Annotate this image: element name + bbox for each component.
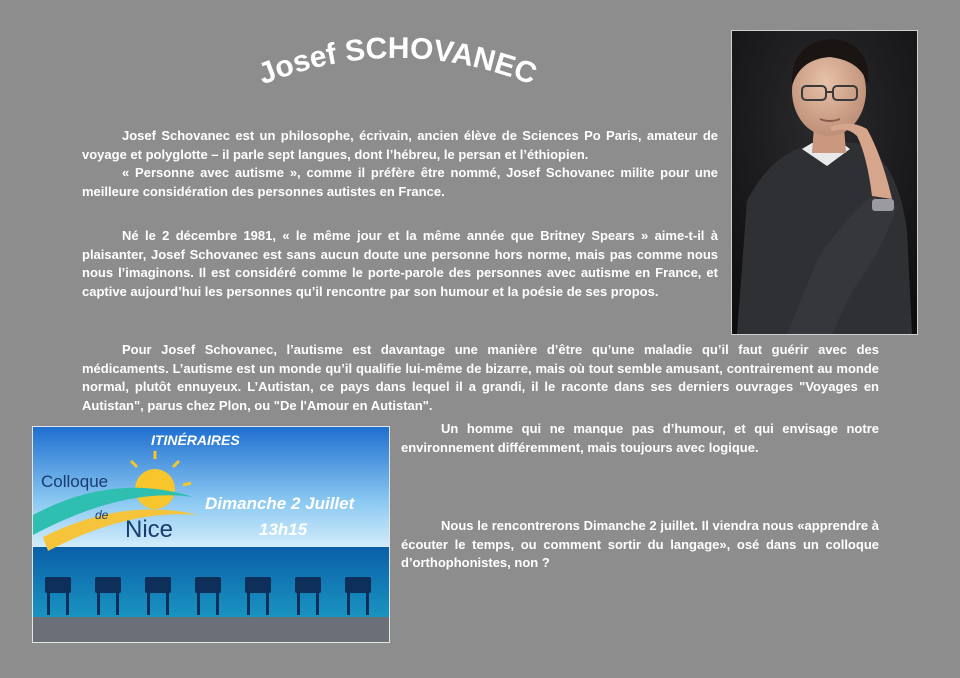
paragraph-birth: Né le 2 décembre 1981, « le même jour et la même année que Britney Spears » aime-t-il à plaisanter, Josef Schovanec est sans aucun doute une personne hors norme, mais pas comme nous nous l’imaginons. Il est considéré comme le porte-parole des personnes avec autisme en France, et captive aujourd’hui les personnes qu’il rencontre par son humour et la poésie de ses propos. <box>82 228 718 299</box>
poster-illustration <box>33 427 389 642</box>
paragraph-intro: Josef Schovanec est un philosophe, écrivain, ancien élève de Sciences Po Paris, amateur de voyage et polyglotte – il parle sept langues, dont l’hébreu, le persan et l’éthiopien. <box>82 128 718 162</box>
poster-time: 13h15 <box>259 520 308 539</box>
poster-heading: ITINÉRAIRES <box>151 432 240 448</box>
title-text: Josef SCHOVANEC <box>253 31 541 92</box>
poster-date: Dimanche 2 Juillet <box>205 494 355 513</box>
paragraph-autism: « Personne avec autisme », comme il préfère être nommé, Josef Schovanec milite pour une meilleure considération des personnes autistes en France. <box>82 165 718 199</box>
page-title <box>240 28 550 98</box>
title-arc <box>240 28 550 98</box>
portrait-photo <box>731 30 918 335</box>
poster-word-de: de <box>95 508 109 522</box>
svg-text:Josef SCHOVANEC <box>254 32 541 91</box>
poster-word-nice: Nice <box>125 516 174 543</box>
paragraph-humour: Un homme qui ne manque pas d’humour, et qui envisage notre environnement différemment, mais toujours avec logique. <box>401 421 879 455</box>
portrait-illustration <box>732 31 917 334</box>
event-poster <box>32 426 390 643</box>
poster-word-colloque: Colloque <box>41 472 109 491</box>
paragraph-vision: Pour Josef Schovanec, l’autisme est davantage une manière d’être qu’une maladie qu’il faut guérir avec des médicaments. L’autisme est un monde qu’il qualifie lui-même de bizarre, mais où tout semble amusant, contrairement au monde normal, plutôt ennuyeux. L’Autistan, ce pays dans lequel il a grandi, il le raconte dans ses derniers ouvrages "Voyages en Autistan", parus chez Plon, ou "De l'Amour en Autistan". <box>82 342 879 413</box>
paragraph-meeting: Nous le rencontrerons Dimanche 2 juillet. Il viendra nous «apprendre à écouter le temps, ou comment sortir du langage», osé dans un colloque d’orthophonistes, non ? <box>401 518 879 570</box>
